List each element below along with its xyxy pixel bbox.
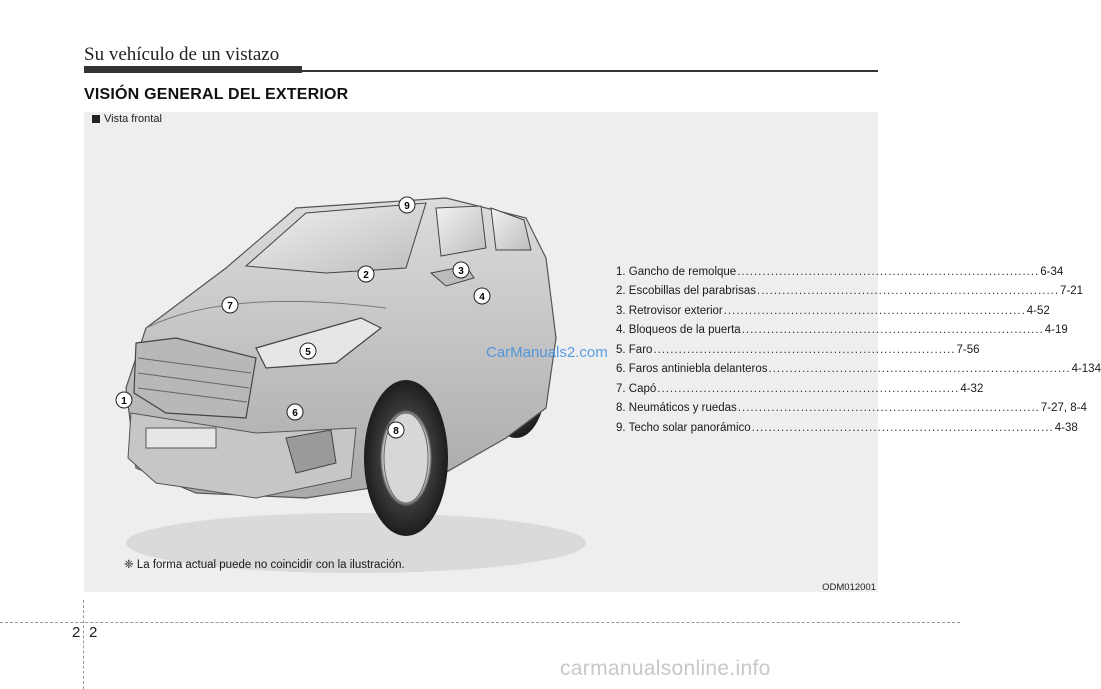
square-bullet-icon: [92, 115, 100, 123]
svg-text:1: 1: [121, 396, 127, 407]
svg-text:8: 8: [393, 426, 399, 437]
callout-6: [287, 404, 303, 420]
callout-8: [388, 422, 404, 438]
footer-rule: [0, 622, 960, 623]
legend-item: 5. Faro ........................................................................ 7-56: [616, 343, 980, 356]
callout-1: [116, 392, 132, 408]
legend-item: 4. Bloqueos de la puerta ........................................................................ 4-19: [616, 324, 1068, 337]
svg-text:6: 6: [292, 408, 298, 419]
legend-item: 3. Retrovisor exterior ........................................................................ 4-52: [616, 304, 1050, 317]
page-number: 2: [89, 624, 98, 641]
chapter-number: 2: [72, 624, 81, 641]
svg-text:4: 4: [479, 292, 485, 303]
legend-item: 1. Gancho de remolque ........................................................................ 6-34: [616, 265, 1064, 278]
callout-5: [300, 343, 316, 359]
footer-divider: [83, 600, 84, 689]
figure-panel: [84, 112, 1101, 593]
callout-7: [222, 297, 238, 313]
legend-item: 2. Escobillas del parabrisas ........................................................................ 7-21: [616, 285, 1084, 298]
callout-4: [474, 288, 490, 304]
svg-text:5: 5: [305, 347, 311, 358]
view-label-text: Vista frontal: [104, 113, 162, 125]
footer-watermark: carmanualsonline.info: [560, 657, 771, 680]
page-title: VISIÓN GENERAL DEL EXTERIOR: [84, 86, 349, 103]
legend-item: 6. Faros antiniebla delanteros ........................................................................ 4-134: [616, 363, 1101, 376]
callout-2: [358, 266, 374, 282]
svg-text:2: 2: [363, 270, 369, 281]
svg-text:9: 9: [404, 201, 410, 212]
section-header: Su vehículo de un vistazo: [84, 44, 280, 65]
legend-item: 9. Techo solar panorámico ........................................................................ 4-38: [616, 421, 1078, 434]
watermark-logo: CarManuals2.com: [486, 344, 608, 361]
legend-item: 7. Capó ........................................................................ 4-32: [616, 382, 984, 395]
illustration-note: ❈ La forma actual puede no coincidir con la ilustración.: [124, 559, 405, 571]
callout-3: [453, 262, 469, 278]
parts-legend: [616, 262, 1101, 438]
svg-text:3: 3: [458, 266, 464, 277]
view-label: [92, 113, 162, 125]
legend-item: 8. Neumáticos y ruedas ........................................................................ 7-27, 8-4: [616, 402, 1087, 415]
svg-text:7: 7: [227, 301, 233, 312]
header-rule: [84, 70, 878, 72]
car-illustration: [106, 178, 584, 598]
callout-9: [399, 197, 415, 213]
figure-ref-code: ODM012001: [822, 582, 876, 593]
